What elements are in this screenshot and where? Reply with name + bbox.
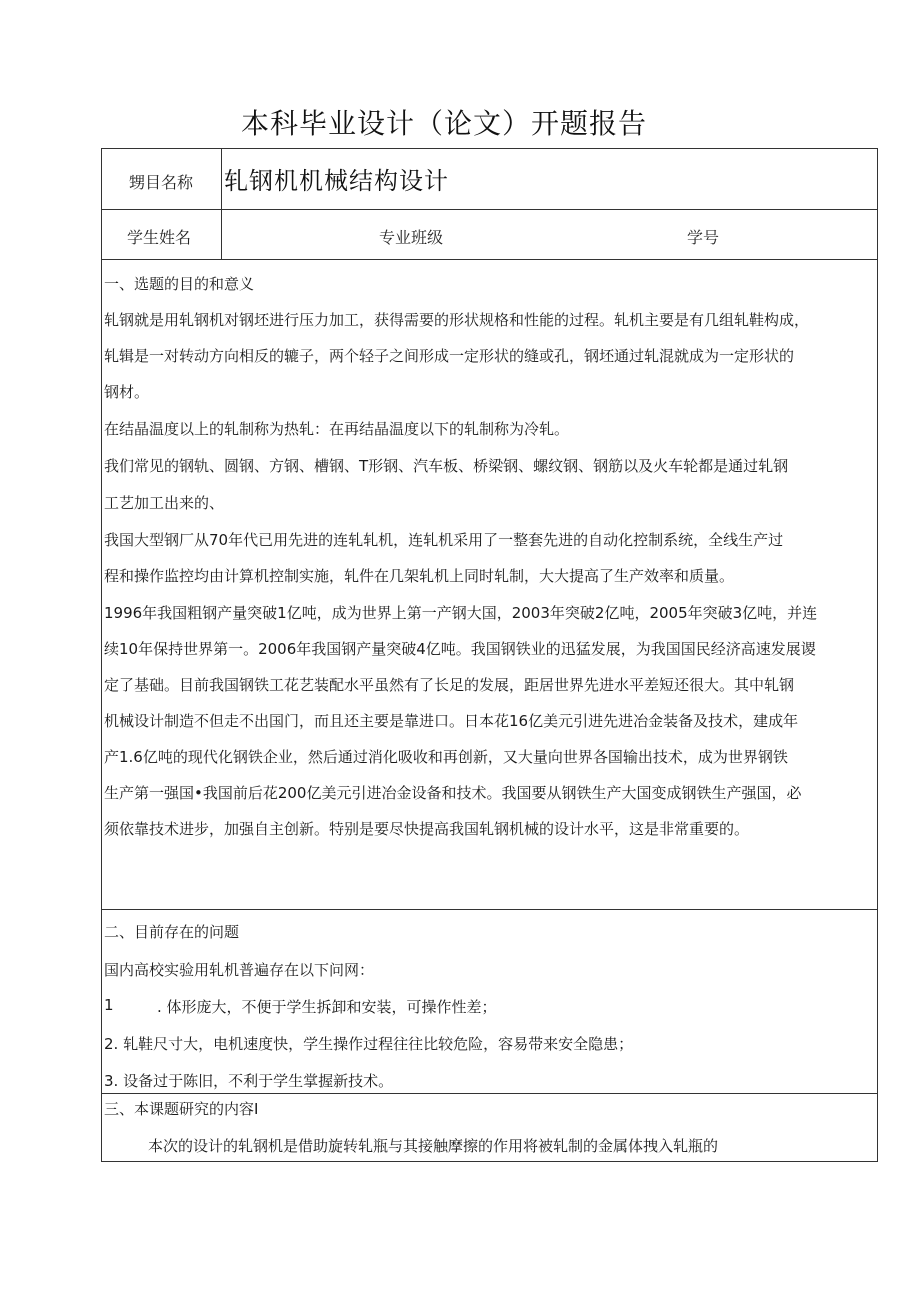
paragraph-line: 机械设计制造不但走不出国门，而且还主要是靠进口。日本花16亿美元引进先进冶金装备及技术，建成年 [104, 712, 799, 730]
paragraph-line: 定了基础。目前我国钢铁工花艺装配水平虽然有了长足的发展，距居世界先进水平差短还很大。其中轧钢 [104, 676, 795, 694]
paragraph-line: 程和操作监控均由计算机控制实施，轧件在几架轧机上同时轧制，大大提高了生产效率和质量。 [104, 567, 735, 585]
section-content [102, 1093, 879, 1161]
section-heading: 一、选题的目的和意义 [104, 275, 255, 293]
paragraph-line: 钢材。 [104, 383, 150, 401]
topic-value: 轧钢机机械结构设计 [224, 167, 449, 195]
row-divider [102, 209, 877, 210]
section-heading: 三、本课题研究的内容I [104, 1100, 259, 1118]
paragraph-line: 国内高校实验用轧机普遍存在以下问网： [104, 961, 375, 979]
paragraph-line: 产1.6亿吨的现代化钢铁企业，然后通过消化吸收和再创新，又大量向世界各国输出技术，成为世界钢铁 [104, 748, 788, 766]
list-item: 2. 轧鞋尺寸大，电机速度快，学生操作过程往往比较危险，容易带来安全隐患； [104, 1035, 634, 1053]
report-table [101, 148, 878, 1162]
paragraph-line: 续10年保持世界第一。2006年我国钢产量突破4亿吨。我国钢铁业的迅猛发展，为我国国民经济高速发展谡 [104, 640, 816, 658]
paragraph-line: 我们常见的钢轨、圆钢、方钢、槽钢、T形钢、汽车板、桥梁钢、螺纹钢、钢筋以及火车轮都是通过轧钢 [104, 457, 789, 475]
student-name-label: 学生姓名 [127, 228, 192, 247]
class-label: 专业班级 [379, 228, 444, 247]
page-title: 本科毕业设计（论文）开题报告 [240, 107, 647, 140]
paragraph-line: 工艺加工出来的、 [104, 494, 225, 512]
paragraph-line: 在结晶温度以上的轧制称为热轧：在再结晶温度以下的轧制称为冷轧。 [104, 420, 570, 438]
paragraph-line: 1996年我国粗钢产量突破1亿吨，成为世界上第一产钢大国，2003年突破2亿吨，2005年突破3亿吨，并连 [104, 604, 818, 622]
list-item: 3. 设备过于陈旧，不利于学生掌握新技术。 [104, 1072, 394, 1090]
paragraph-line: 本次的设计的轧钢机是借助旋转轧瓶与其接触摩擦的作用将被轧制的金属体拽入轧瓶的 [148, 1137, 719, 1155]
paragraph-line: 轧辑是一对转动方向相反的辘子，两个轻子之间形成一定形状的缝或孔，钢坯通过轧混就成为一定形状的 [104, 347, 795, 365]
topic-label: 甥目名称 [129, 173, 194, 192]
paragraph-line: 轧钢就是用轧钢机对钢坯进行压力加工，获得需要的形状规格和性能的过程。轧机主要是有几组轧鞋构成， [104, 311, 810, 329]
paragraph-line: 生产第一强国•我国前后花200亿美元引进冶金设备和技术。我国要从钢铁生产大国变成钢铁生产强国，必 [104, 784, 802, 802]
section-purpose [102, 259, 879, 909]
paragraph-line: 我国大型钢厂从70年代已用先进的连轧轧机，连轧机采用了一整套先进的自动化控制系统，全线生产过 [104, 531, 784, 549]
paragraph-line: 须依靠技术进步，加强自主创新。特别是要尽快提高我国轧钢机械的设计水平，这是非常重要的。 [104, 820, 750, 838]
student-id-label: 学号 [687, 228, 720, 247]
list-item: . 体形庞大，不便于学生拆卸和安装，可操作性差； [157, 998, 497, 1016]
label-divider [221, 149, 222, 260]
list-item-number: 1 [104, 996, 114, 1014]
section-problems [102, 909, 879, 1093]
section-heading: 二、目前存在的问题 [104, 923, 240, 941]
